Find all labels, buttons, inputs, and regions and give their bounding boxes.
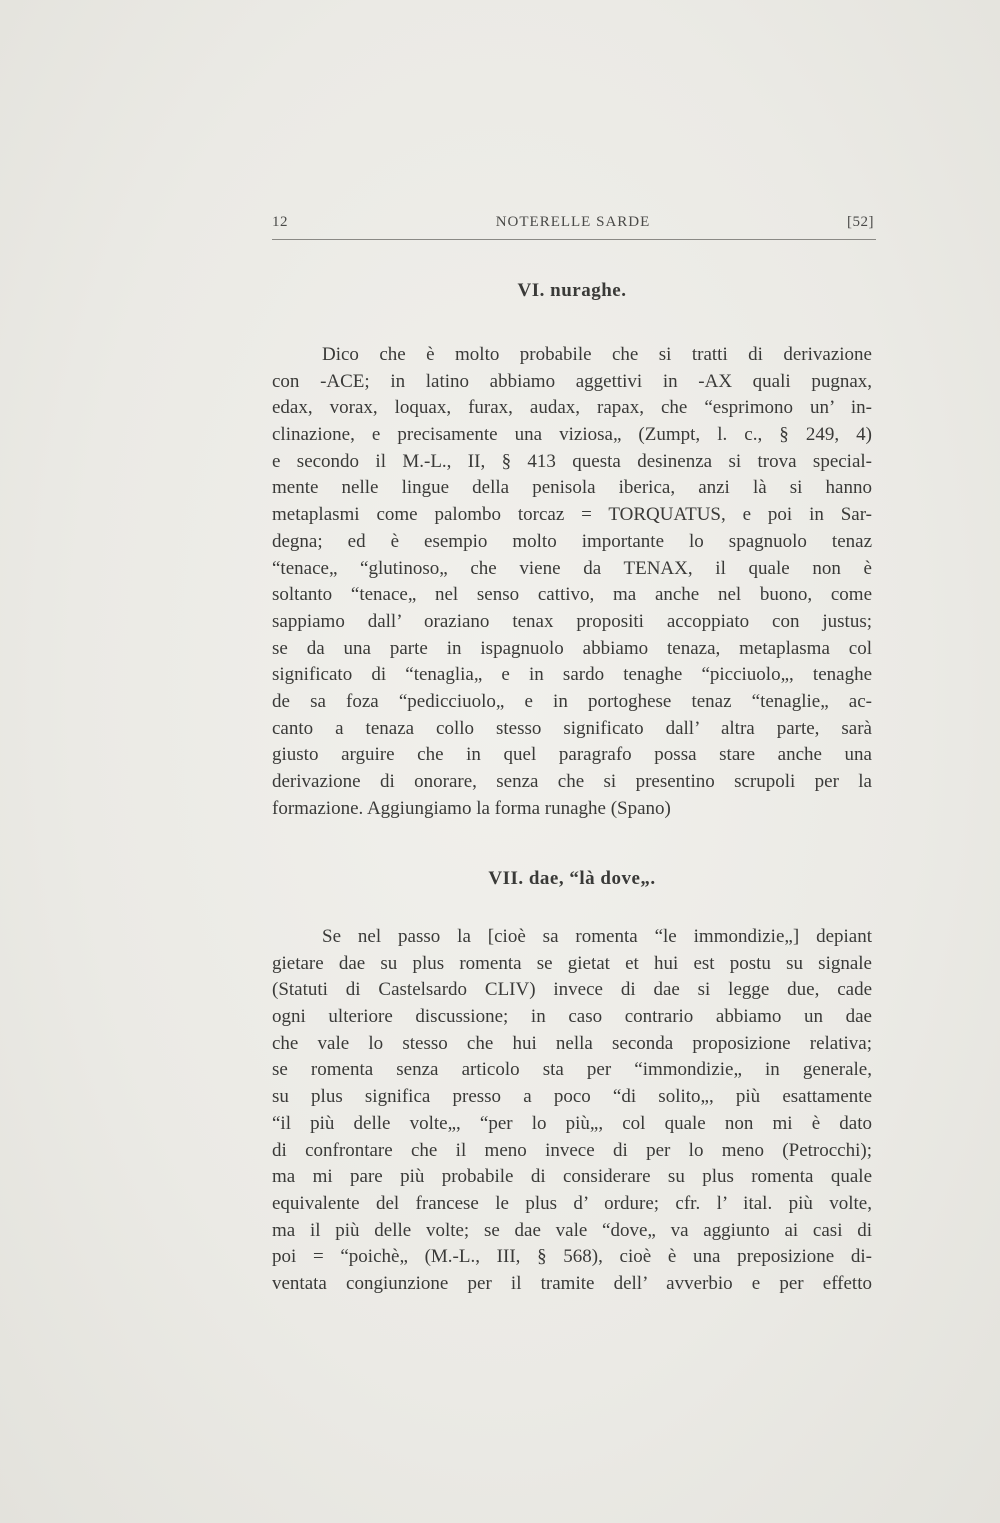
text-line: sappiamo dall’ oraziano tenax propositi accoppiato con justus; [272,610,872,632]
running-head [272,214,874,238]
bracket-page-ref: [52] [847,214,874,230]
text-line: Se nel passo la [cioè sa romenta “le immondizie„] depiant [322,926,872,947]
text-line: che vale lo stesso che hui nella seconda proposizione relativa; [272,1032,872,1054]
text-line: Dico che è molto probabile che si tratti di derivazione [322,344,872,365]
section-heading-nuraghe: VI. nuraghe. [517,280,627,301]
running-title: NOTERELLE SARDE [495,214,651,230]
text-line: ma mi pare più probabile di considerare su plus romenta quale [272,1166,872,1188]
text-line: poi = “poichè„ (M.-L., III, § 568), cioè è una preposizione di- [272,1246,872,1268]
text-line: ventata congiunzione per il tramite dell’ avverbio e per effetto [272,1272,872,1294]
section-body-dae [272,924,872,1298]
text-line: gietare dae su plus romenta se gietat et hui est postu su signale [272,952,872,974]
text-line: “tenace„ “glutinoso„ che viene da TENAX, il quale non è [272,557,872,579]
text-line: equivalente del francese le plus d’ ordure; cfr. l’ ital. più volte, [272,1192,872,1214]
text-line: ma il più delle volte; se dae vale “dove„ va aggiunto ai casi di [272,1219,872,1241]
text-line: derivazione di onorare, senza che si presentino scrupoli per la [272,771,872,792]
text-line: soltanto “tenace„ nel senso cattivo, ma anche nel buono, come [272,584,872,606]
text-line: de sa foza “pedicciuolo„ e in portoghese tenaz “tenaglie„ ac- [272,690,872,712]
section-body-nuraghe [272,342,872,822]
header-rule [272,239,876,240]
text-line: ogni ulteriore discussione; in caso contrario abbiamo un dae [272,1006,872,1028]
text-line: (Statuti di Castelsardo CLIV) invece di dae si legge due, cade [272,979,872,1001]
text-line: di confrontare che il meno invece di per lo meno (Petrocchi); [272,1139,872,1161]
text-line: su plus significa presso a poco “di solito„, più esattamente [272,1086,872,1108]
text-line: giusto arguire che in quel paragrafo possa stare anche una [272,744,872,766]
text-line: e secondo il M.-L., II, § 413 questa desinenza si trova special- [272,450,872,472]
text-line: “il più delle volte„, “per lo più„, col quale non mi è dato [272,1112,872,1134]
text-line: degna; ed è esempio molto importante lo spagnuolo tenaz [272,530,872,552]
text-line: metaplasmi come palombo torcaz = TORQUATUS, e poi in Sar- [272,504,872,526]
text-line: formazione. Aggiungiamo la forma runaghe (Spano) [272,797,671,819]
text-line: significato di “tenaglia„ e in sardo tenaghe “picciuolo„, tenaghe [272,664,872,686]
page-number: 12 [272,214,288,230]
text-line: clinazione, e precisamente una viziosa„ (Zumpt, l. c., § 249, 4) [272,424,872,446]
text-line: se da una parte in ispagnuolo abbiamo tenaza, metaplasma col [272,637,872,659]
section-heading-dae: VII. dae, “là dove„. [488,868,656,889]
text-line: con -ACE; in latino abbiamo aggettivi in -AX quali pugnax, [272,370,872,392]
text-line: mente nelle lingue della penisola iberica, anzi là si hanno [272,477,872,499]
text-line: edax, vorax, loquax, furax, audax, rapax, che “esprimono un’ in- [272,397,872,419]
text-line: canto a tenaza collo stesso significato dall’ altra parte, sarà [272,717,872,739]
text-line: se romenta senza articolo sta per “immondizie„ in generale, [272,1059,872,1081]
